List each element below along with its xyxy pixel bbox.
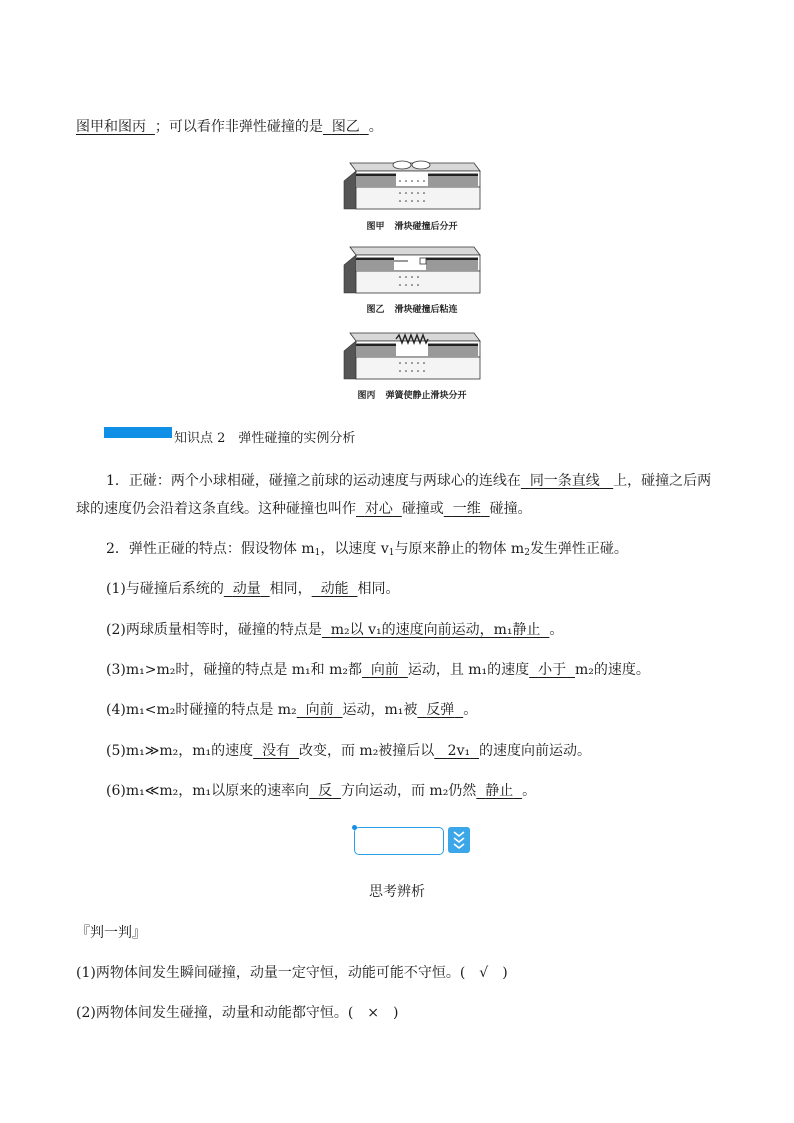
answer-blank: 图乙 xyxy=(331,119,360,135)
answer-blank: 一维 xyxy=(452,501,481,517)
answer-blank: 同一条直线 xyxy=(529,473,600,489)
think-label-box xyxy=(354,827,444,855)
figure-bing-caption: 图丙 弹簧使静止滑块分开 xyxy=(357,391,467,401)
answer-blank: 向前 xyxy=(305,702,334,718)
item-4: (4)m₁<m₂时碰撞的特点是 m₂ 向前 运动，m₁被 反弹 。 xyxy=(106,702,478,718)
section-accent-bar xyxy=(104,427,172,438)
answer-blank: 动量 xyxy=(232,581,261,597)
answer-blank: 对心 xyxy=(364,501,393,517)
answer-blank: 没有 xyxy=(262,743,291,759)
judge-header: 『判一判』 xyxy=(76,925,146,941)
figure-yi-caption: 图乙 滑块碰撞后粘连 xyxy=(366,305,458,315)
answer-blank: 小于 xyxy=(538,662,567,678)
judge-question-2: (2)两物体间发生碰撞，动量和动能都守恒。( × ) xyxy=(76,1005,399,1021)
think-title: 思考辨析 xyxy=(369,884,425,900)
answer-blank: 反弹 xyxy=(426,702,455,718)
item-1: (1)与碰撞后系统的 动量 相同， 动能 相同。 xyxy=(106,581,400,597)
section-title: 知识点 2 弹性碰撞的实例分析 xyxy=(174,431,356,446)
intro-line: 图甲和图丙 ；可以看作非弹性碰撞的是 图乙 。 xyxy=(76,119,383,135)
answer-blank: 反 xyxy=(318,783,333,799)
answer-blank: 向前 xyxy=(370,662,399,678)
answer-blank: 静止 xyxy=(485,783,514,799)
paragraph-2: 2．弹性正碰的特点：假设物体 $m_1$，以速度 $v_1$与原来静止的物体 $m_2$发生弹性正碰。 xyxy=(106,541,628,558)
answer-blank: 2v₁ xyxy=(447,743,471,759)
judge-question-1: (1)两物体间发生瞬间碰撞，动量一定守恒，动能可能不守恒。( √ ) xyxy=(76,965,508,981)
item-5: (5)m₁≫m₂，m₁的速度 没有 改变，而 m₂被撞后以 2v₁ 的速度向前运动。 xyxy=(106,743,592,759)
figure-yi-illustration xyxy=(342,241,482,297)
think-box-dot xyxy=(352,825,357,830)
figure-jia-caption: 图甲 滑块碰撞后分开 xyxy=(366,222,458,232)
paragraph-1-line-2: 球的速度仍会沿着这条直线。这种碰撞也叫作 对心 碰撞或 一维 碰撞。 xyxy=(76,501,532,517)
answer-blank: 动能 xyxy=(320,581,349,597)
item-3: (3)m₁>m₂时，碰撞的特点是 m₁和 m₂都 向前 运动，且 m₁的速度 小于 m₂的速度。 xyxy=(106,662,650,678)
item-6: (6)m₁≪m₂，m₁以原来的速率向 反 方向运动，而 m₂仍然 静止 。 xyxy=(106,783,537,799)
figure-bing-illustration xyxy=(342,327,482,383)
paragraph-1-line-1: 1．正碰：两个小球相碰，碰撞之前球的运动速度与两球心的连线在 同一条直线 上，碰撞之后两 xyxy=(106,473,712,489)
chevron-down-icon xyxy=(448,827,470,853)
figure-jia-illustration xyxy=(342,157,482,213)
answer-blank: 图甲和图丙 xyxy=(76,119,146,135)
item-2: (2)两球质量相等时，碰撞的特点是 m₂以 v₁的速度向前运动，m₁静止 。 xyxy=(106,622,564,638)
answer-blank: m₂以 v₁的速度向前运动，m₁静止 xyxy=(330,622,541,638)
